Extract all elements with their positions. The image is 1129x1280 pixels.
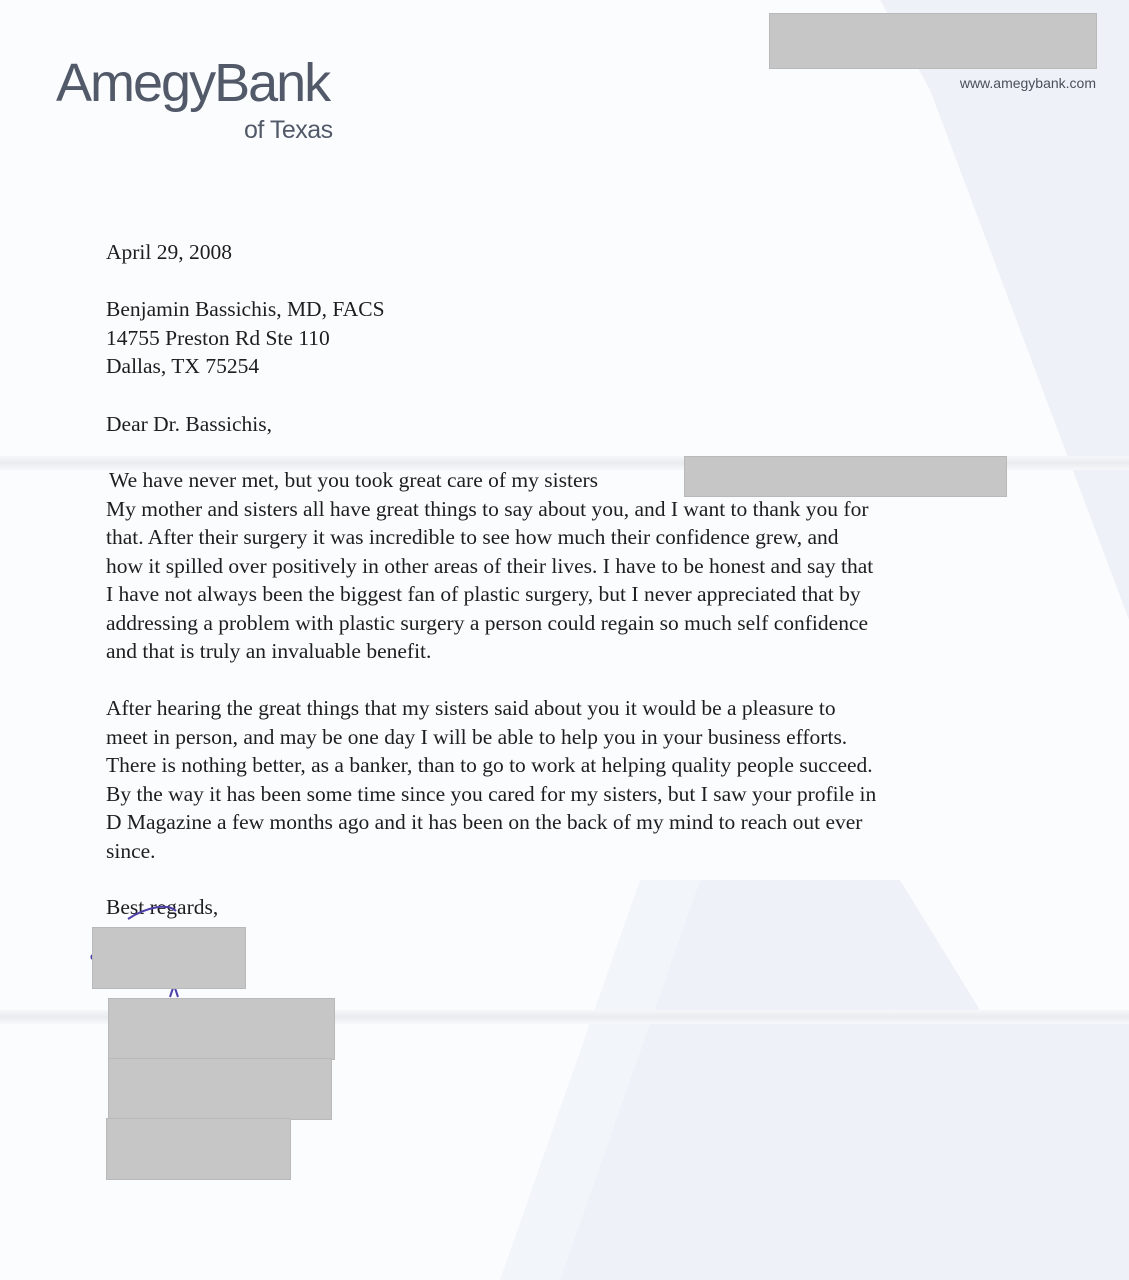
redacted-header-block [769, 13, 1097, 69]
recipient-name: Benjamin Bassichis, MD, FACS [106, 297, 385, 321]
paragraph-line: There is nothing better, as a banker, than to go to work at helping quality people succeed. [106, 753, 873, 777]
paragraph-line: meet in person, and may be one day I will be able to help you in your business efforts. [106, 724, 848, 749]
paragraph-line: D Magazine a few months ago and it has been on the back of my mind to reach out ever [106, 810, 863, 834]
logo-wordmark: AmegyBank [56, 53, 330, 113]
paragraph-line: how it spilled over positively in other areas of their lives. I have to be honest and say that [106, 553, 874, 578]
paragraph-line: addressing a problem with plastic surgery a person could regain so much self confidence [106, 610, 869, 635]
redacted-sisters-names [684, 456, 1007, 497]
letter-date: April 29, 2008 [106, 240, 233, 264]
paragraph-line: I have not always been the biggest fan of plastic surgery, but I never appreciated that by [106, 582, 861, 606]
salutation: Dear Dr. Bassichis, [106, 412, 272, 436]
paragraph-line: My mother and sisters all have great things to say about you, and I want to thank you for [106, 496, 869, 521]
body-paragraph-2 [106, 694, 876, 865]
bank-website: www.amegybank.com [959, 75, 1096, 91]
closing: Best regards, [106, 895, 219, 919]
recipient-address [106, 295, 385, 381]
recipient-city: Dallas, TX 75254 [106, 354, 260, 378]
paragraph-line: By the way it has been some time since you cared for my sisters, but I saw your profile in [106, 781, 877, 806]
logo-subtitle: of Texas [244, 116, 333, 144]
paragraph-line: We have never met, but you took great care of my sisters [109, 468, 599, 492]
redacted-sender-name [108, 998, 335, 1060]
paragraph-line: since. [106, 838, 156, 863]
recipient-street: 14755 Preston Rd Ste 110 [106, 325, 330, 350]
redacted-sender-contact [106, 1118, 291, 1180]
paragraph-line: After hearing the great things that my sisters said about you it would be a pleasure to [106, 696, 836, 720]
redacted-sender-title [108, 1058, 332, 1120]
bank-logo [56, 53, 333, 144]
redacted-signature [92, 927, 246, 989]
paragraph-line: that. After their surgery it was incredible to see how much their confidence grew, and [106, 525, 839, 549]
paragraph-line: and that is truly an invaluable benefit. [106, 639, 432, 663]
